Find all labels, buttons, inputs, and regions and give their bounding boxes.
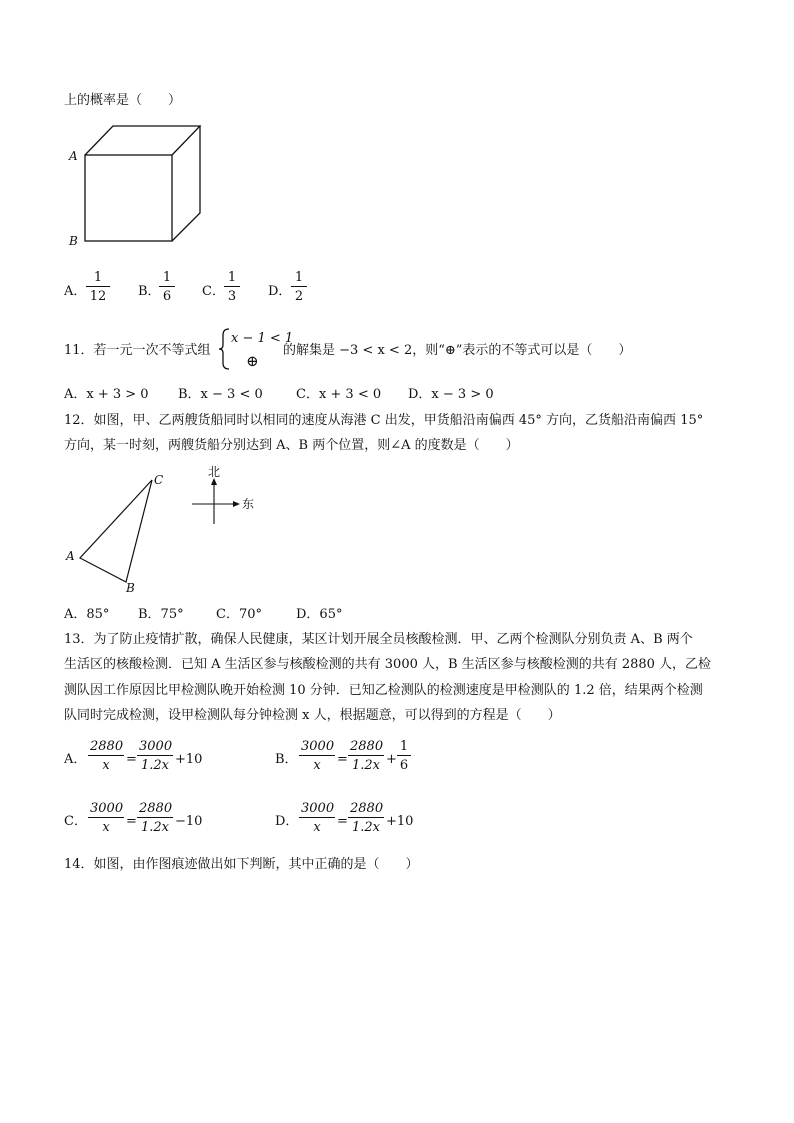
cube-figure — [60, 118, 210, 253]
q13-line3: 测队因工作原因比甲检测队晚开始检测 10 分钟．已知乙检测队的检测速度是甲检测队的 1.2 倍，结果两个检测 — [64, 683, 703, 698]
q12-triangle-figure — [60, 466, 170, 596]
label-east: 东 — [242, 497, 255, 511]
q10-option-c-fraction: $\frac{1}{3}$ — [224, 271, 240, 303]
q11-option-a: A．x + 3 > 0 — [64, 387, 149, 402]
q11-brace — [218, 328, 230, 370]
q10-option-d-letter: D． — [268, 284, 292, 299]
cube-label-a: A — [69, 149, 78, 163]
q10-stem-tail: 上的概率是（ ） — [64, 93, 182, 108]
q10-option-c-letter: C． — [202, 284, 225, 299]
q13-line2: 生活区的核酸检测．已知 A 生活区参与核酸检测的共有 3000 人，B 生活区参与核酸检测的共有 2880 人，乙检 — [64, 657, 712, 672]
q12-option-d: D．65° — [296, 607, 343, 622]
q10-option-b-letter: B． — [138, 284, 161, 299]
q13-line4: 队同时完成检测，设甲检测队每分钟检测 x 人，根据题意，可以得到的方程是（ ） — [64, 708, 561, 723]
q11-system-line1: x − 1 < 1 — [231, 331, 294, 346]
q11-mid: 的解集是 −3 < x < 2，则“⊕”表示的不等式可以是（ ） — [283, 343, 632, 358]
east-arrow-icon — [233, 501, 240, 507]
q11-option-b: B．x − 3 < 0 — [178, 387, 263, 402]
q13-line1: 13．为了防止疫情扩散，确保人民健康，某区计划开展全员核酸检测．甲、乙两个检测队分别负责 A、B 两个 — [64, 632, 693, 647]
q10-option-d-fraction: $\frac{1}{2}$ — [291, 271, 307, 303]
north-arrow-icon — [211, 478, 217, 485]
q12-option-c: C．70° — [216, 607, 262, 622]
label-north: 北 — [208, 465, 221, 479]
cube-label-b: B — [69, 234, 78, 248]
label-c: C — [154, 473, 164, 487]
q12-option-a: A．85° — [64, 607, 110, 622]
q10-option-a-letter: A． — [64, 284, 87, 299]
q12-option-b: B．75° — [138, 607, 184, 622]
q12-line2: 方向，某一时刻，两艘货船分别达到 A、B 两个位置，则∠A 的度数是（ ） — [64, 438, 519, 453]
q10-option-b-fraction: $\frac{1}{6}$ — [159, 271, 175, 303]
label-a: A — [66, 549, 75, 563]
q11-system-line2: ⊕ — [246, 352, 259, 370]
label-b: B — [126, 581, 135, 595]
q11-prefix: 11．若一元一次不等式组 — [64, 343, 211, 358]
q14-stem: 14．如图，由作图痕迹做出如下判断，其中正确的是（ ） — [64, 857, 419, 872]
q11-option-d: D．x − 3 > 0 — [408, 387, 494, 402]
compass-figure — [188, 466, 258, 528]
q11-option-c: C．x + 3 < 0 — [296, 387, 382, 402]
q10-option-a-fraction: $\frac{1}{12}$ — [86, 271, 110, 303]
q12-line1: 12．如图，甲、乙两艘货船同时以相同的速度从海港 C 出发，甲货船沿南偏西 45° 方向，乙货船沿南偏西 15° — [64, 413, 704, 428]
